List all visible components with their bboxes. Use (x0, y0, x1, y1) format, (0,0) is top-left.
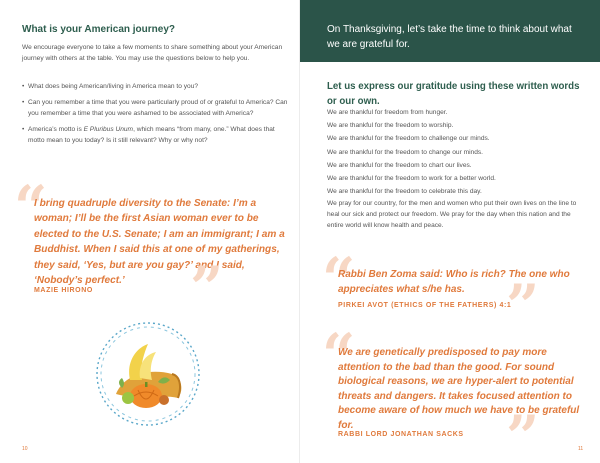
quote-attribution: RABBI LORD JONATHAN SACKS (338, 431, 464, 438)
pull-quote-ben-zoma: Rabbi Ben Zoma said: Who is rich? The one who appreciates what s/he has. (338, 269, 570, 296)
gratitude-line: We are thankful for the freedom to worship. (327, 122, 454, 130)
right-page (300, 0, 600, 463)
page-number: 10 (22, 446, 28, 452)
pull-quote: I bring quadruple diversity to the Senate: I’m a woman; I’ll be the first Asian woman ever to be elected to the U.S. Senate; I am an immigrant; I am a Buddhist. When I said this at one of my gatherings, they said, ‘Yes, but are you gay?’ and I said, ‘Nobody’s perfect.’ (34, 198, 285, 287)
gratitude-line: We are thankful for the freedom to change our minds. (327, 148, 484, 156)
gratitude-line: We are thankful for freedom from hunger. (327, 109, 448, 116)
question-text-pre: America’s motto is (28, 126, 84, 133)
prayer-paragraph: We pray for our country, for the men and women who put their own lives on the line to heal our sick and protect our freedom. We pray for the day when this nation and the entire world will know health and peace. (327, 200, 577, 229)
gratitude-heading: Let us express our gratitude using these written words or our own. (327, 81, 580, 107)
gratitude-line: We are thankful for the freedom to challenge our minds. (327, 135, 490, 143)
question-item: • Can you remember a time that you were particularly proud of or grateful to America? Can you remember a time that you were ashamed to be associated with America? (22, 97, 288, 119)
question-text-post: , which means “from many, one.” What does that motto mean to you today? Is it still relevant? Why or why not? (28, 126, 275, 144)
gratitude-line: We are thankful for the freedom to chart our lives. (327, 161, 472, 169)
banner-text: On Thanksgiving, let’s take the time to think about what we are grateful for. (327, 24, 572, 50)
open-quote-icon: “ (14, 173, 48, 241)
close-quote-icon: ” (190, 254, 224, 322)
gratitude-line: We are thankful for the freedom to celebrate this day. (327, 188, 482, 196)
intro-paragraph: We encourage everyone to take a few moments to share something about your American journey with others at the table. You may use the questions below to help you. (22, 44, 283, 62)
cornucopia-wreath-icon (92, 318, 204, 430)
motto-text: E Pluribus Unum (83, 126, 134, 133)
quote-attribution: PIRKEI AVOT (ETHICS OF THE FATHERS) 4:1 (338, 302, 512, 309)
question-item (22, 124, 288, 146)
close-quote-icon: ” (506, 403, 540, 463)
close-quote-icon: ” (506, 272, 540, 340)
open-quote-icon: “ (322, 245, 356, 313)
gratitude-line: We are thankful for the freedom to work for a better world. (327, 174, 496, 182)
question-list (22, 81, 288, 151)
page-number: 11 (578, 446, 584, 452)
pull-quote-sacks: We are genetically predisposed to pay more attention to the bad than the good. For sound biological reasons, we are hyper-alert to potential threats and dangers. It takes focused attention to become aware of how much we have to be grateful for. (338, 347, 580, 431)
quote-attribution: MAZIE HIRONO (34, 287, 93, 294)
question-item: • What does being American/living in America mean to you? (22, 81, 288, 92)
section-title: What is your American journey? (22, 24, 175, 35)
banner (300, 0, 600, 62)
open-quote-icon: “ (322, 321, 356, 389)
gratitude-list (327, 106, 577, 198)
